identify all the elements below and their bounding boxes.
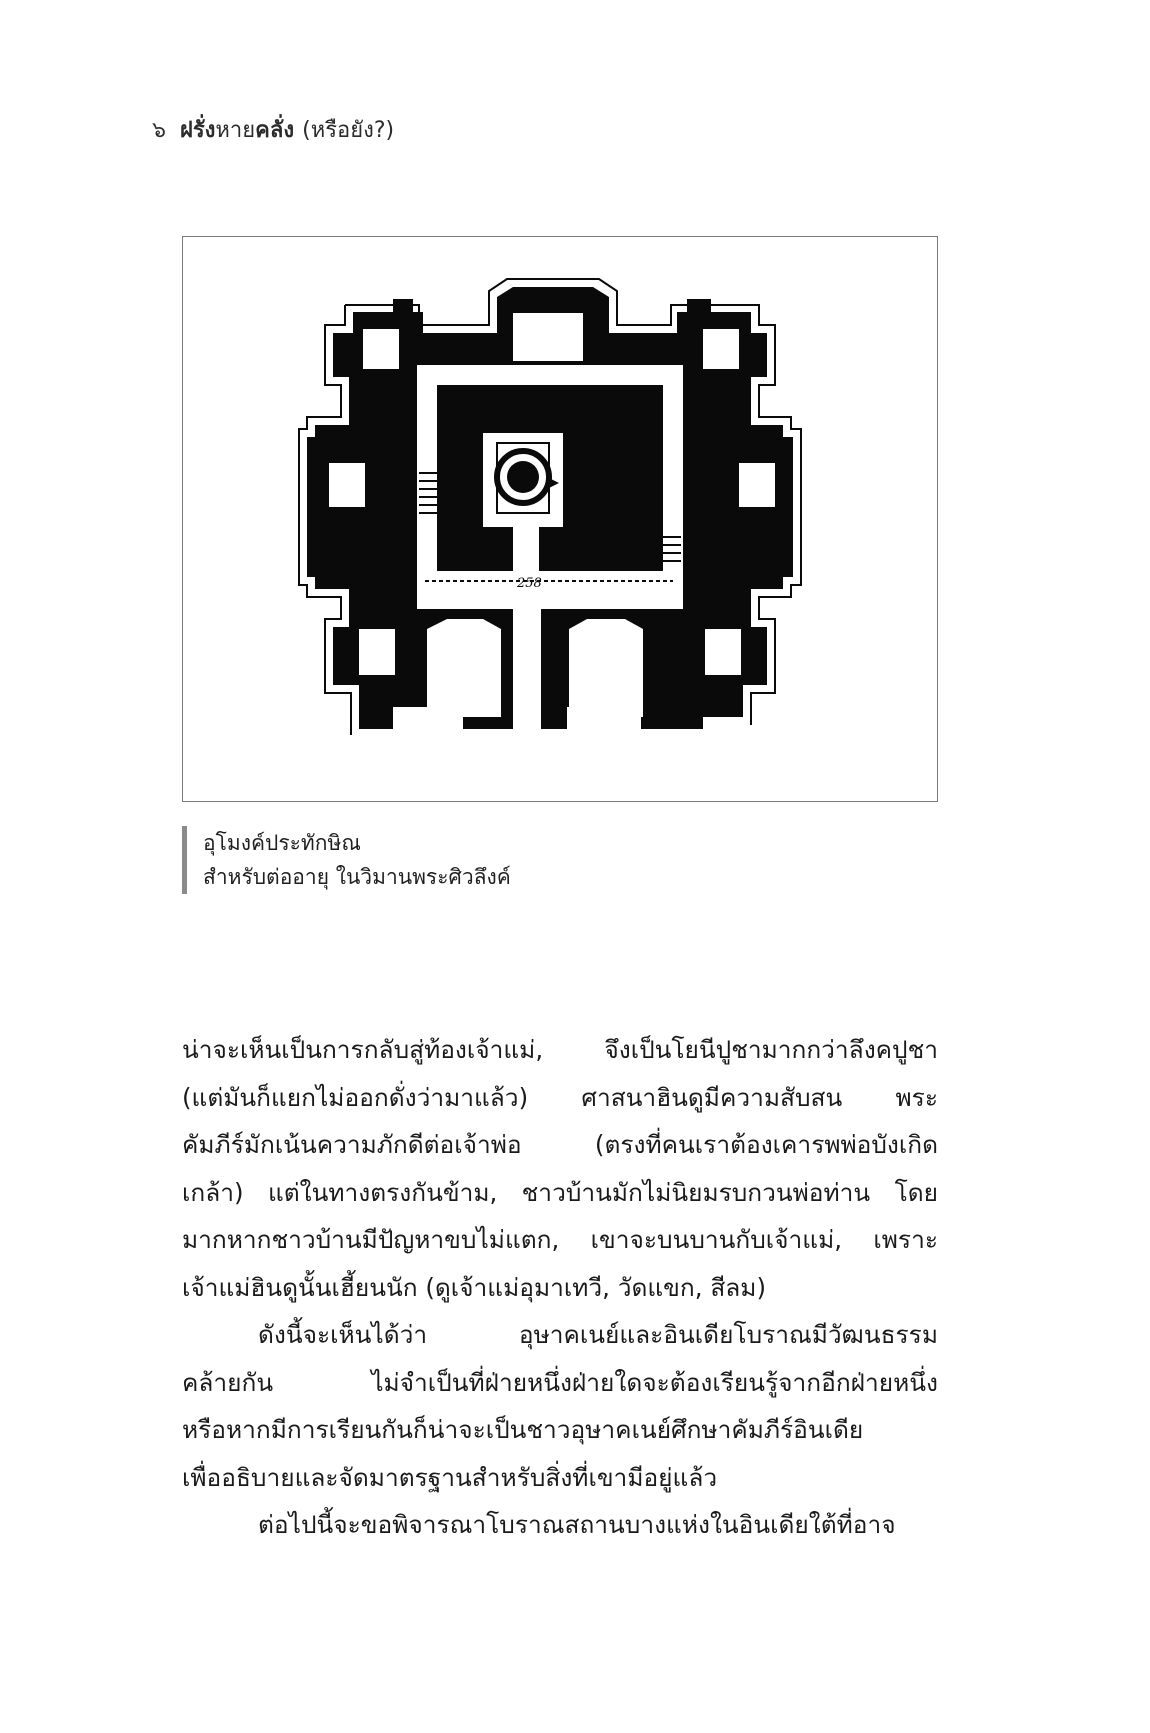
body-line-5: มากหากชาวบ้านมีปัญหาขบไม่แตก, เขาจะบนบานกับเจ้าแม่, เพราะ — [182, 1225, 938, 1254]
book-title-part1: ฝรั่ง — [179, 118, 216, 143]
caption-line-2: สำหรับต่ออายุ ในวิมานพระศิวลึงค์ — [203, 865, 511, 889]
body-line-10: เพื่ออธิบายและจัดมาตรฐานสำหรับสิ่งที่เขามีอยู่แล้ว — [182, 1462, 718, 1492]
body-line-2: (แต่มันก็แยกไม่ออกดั่งว่ามาแล้ว) ศาสนาฮินดูมีความสับสน พระ — [182, 1082, 938, 1112]
floor-plan-figure — [182, 236, 938, 802]
caption-line-1: อุโมงค์ประทักษิณ — [203, 831, 361, 855]
body-text — [182, 1026, 938, 1549]
running-header — [152, 112, 394, 147]
plan-dimension-label: 258 — [517, 576, 542, 591]
page-number: ๖ — [152, 118, 166, 143]
body-line-8: คล้ายกัน ไม่จำเป็นที่ฝ่ายหนึ่งฝ่ายใดจะต้องเรียนรู้จากอีกฝ่ายหนึ่ง — [182, 1367, 938, 1397]
body-line-9: หรือหากมีการเรียนกันก็น่าจะเป็นชาวอุษาคเนย์ศึกษาคัมภีร์อินเดีย — [182, 1415, 864, 1444]
temple-floor-plan-illustration — [183, 237, 937, 801]
body-line-11: ต่อไปนี้จะขอพิจารณาโบราณสถานบางแห่งในอินเดียใต้ที่อาจ — [258, 1510, 896, 1539]
body-line-7: ดังนี้จะเห็นได้ว่า อุษาคเนย์และอินเดียโบราณมีวัฒนธรรม — [258, 1320, 938, 1349]
book-title-part3: คลั่ง — [255, 118, 295, 143]
body-line-1: น่าจะเห็นเป็นการกลับสู่ท้องเจ้าแม่, จึงเป็นโยนีปูชามากกว่าลึงคปูชา — [182, 1035, 938, 1064]
book-subtitle: (หรือยัง?) — [302, 118, 395, 143]
figure-caption — [182, 826, 511, 894]
book-title-part2: หาย — [215, 118, 256, 143]
body-line-3: คัมภีร์มักเน้นความภักดีต่อเจ้าพ่อ (ตรงที่คนเราต้องเคารพพ่อบังเกิด — [182, 1130, 938, 1159]
body-line-6: เจ้าแม่ฮินดูนั้นเฮี้ยนนัก (ดูเจ้าแม่อุมาเทวี, วัดแขก, สีลม) — [182, 1272, 767, 1302]
body-line-4: เกล้า) แต่ในทางตรงกันข้าม, ชาวบ้านมักไม่นิยมรบกวนพ่อท่าน โดย — [182, 1177, 938, 1207]
